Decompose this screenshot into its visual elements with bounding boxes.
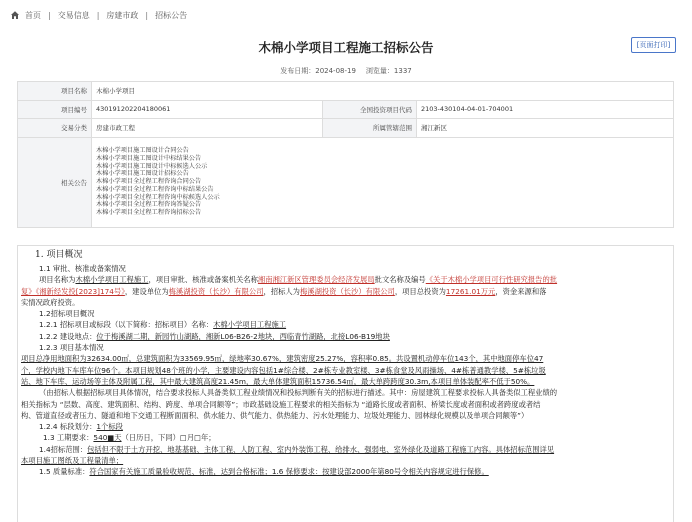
trade-category-value: 房建市政工程 bbox=[92, 119, 323, 138]
section-1-1-heading: 1.1 审批、核准或备案情况 bbox=[39, 264, 126, 273]
requirement-line-3: 构、管道直径或者压力、隧道和地下交通工程断面面积、供水能力、供气能力、供热能力、污水处理能力、垃圾处理能力、园林绿化规模以及单项合同额等”） bbox=[21, 410, 529, 420]
publish-meta bbox=[0, 66, 692, 76]
tender-project-name: 1.2.1 招标项目或标段（以下简称：招标项目）名称：木棉小学项目工程施工 bbox=[39, 320, 287, 330]
published-label: 发布日期： bbox=[280, 67, 316, 75]
project-basic-line-3: 站、地下车库、运动场等主体及附属工程，其中最大建筑高度21.45m，最大单体建筑面积15736.54㎡，最大单跨跨度30.3m,本项目单体装配率不低于50%。 bbox=[21, 376, 535, 386]
jurisdiction-label: 所属管辖范围 bbox=[323, 119, 417, 138]
project-info-table bbox=[17, 81, 674, 228]
related-notice-link[interactable]: 木棉小学项目全过程工程咨询中标候选人公示 bbox=[96, 193, 220, 201]
project-basic-line-2: 个，学校内地下车库车位96个。本项目规划48个班的小学，主要建设内容包括1#综合楼、2#栋专业教室楼、3#栋食堂及风雨操场、4#栋普通教学楼、5#栋垃圾 bbox=[21, 365, 546, 375]
approval-line-3: 实情况政府投资。 bbox=[21, 297, 80, 307]
print-page-button[interactable]: [页面打印] bbox=[631, 37, 676, 53]
project-name-label: 项目名称 bbox=[18, 82, 92, 101]
related-notice-link[interactable]: 木棉小学项目施工图设计中标结果公告 bbox=[96, 154, 202, 162]
breadcrumb-separator: | bbox=[48, 10, 51, 20]
project-name-value: 木棉小学项目 bbox=[92, 82, 674, 101]
construction-location: 1.2.2 建设地点：位于梅溪湖二期，新园竹山湖路，湘新L06-B26-2地块，西临青竹湖路，北接L06-B19地块 bbox=[39, 331, 390, 341]
tender-scope-line-1: 1.4招标范围：包括但不限于土方开挖、地基基础、主体工程、人防工程、室内外装饰工程、给排水、强弱电、室外绿化及道路工程施工内容。具体招标范围详见 bbox=[39, 444, 555, 454]
project-basic-line-1: 项目总净用地面积为32634.00㎡，总建筑面积为33569.95㎡，绿地率30.67%，建筑密度25.27%，容积率0.85。共设置机动停车位143个，其中地面停车位47 bbox=[21, 354, 544, 364]
related-notice-link[interactable]: 木棉小学项目施工图设计合同公告 bbox=[96, 146, 189, 154]
page-title: 木棉小学项目工程施工招标公告 bbox=[258, 40, 434, 55]
requirement-line-1: （由招标人根据招标项目具体情况，结合要求投标人具备类似工程业绩情况和投标判断有关的招标进行描述。其中：房屋建筑工程要求投标人具备类似工程业绩的 bbox=[39, 388, 558, 398]
breadcrumb-home[interactable]: 首页 bbox=[25, 10, 41, 20]
section-1-2-heading: 1.2招标项目概况 bbox=[39, 309, 95, 319]
project-code-value: 430191202204180061 bbox=[92, 100, 323, 119]
lot-division: 1.2.4 标段划分：1个标段 bbox=[39, 422, 123, 432]
related-notice-link[interactable]: 木棉小学项目施工图设计招标公告 bbox=[96, 170, 189, 178]
related-notices-list bbox=[92, 137, 674, 227]
tender-scope-line-2: 本项目施工图纸及工程量清单； bbox=[21, 456, 124, 466]
related-notice-link[interactable]: 木棉小学项目施工图设计中标候选人公示 bbox=[96, 162, 208, 170]
related-notice-link[interactable]: 木棉小学项目全过程工程咨询中标结果公告 bbox=[96, 185, 214, 193]
breadcrumb bbox=[10, 9, 187, 21]
breadcrumb-trade-info[interactable]: 交易信息 bbox=[57, 10, 90, 20]
breadcrumb-separator: | bbox=[145, 10, 149, 20]
views-label: 浏览量： bbox=[365, 67, 394, 75]
approval-line-1: 项目名称为木棉小学项目工程施工，项目审批、核准或备案机关名称湘南湘江新区管理委员会经济发展局批文名称及编号《关于木棉小学项目可行性研究报告的批 bbox=[39, 275, 558, 285]
trade-category-label: 交易分类 bbox=[18, 119, 92, 138]
section-heading: 1. 项目概况 bbox=[35, 250, 83, 260]
breadcrumb-housing[interactable]: 房建市政 bbox=[106, 10, 139, 20]
breadcrumb-tender-notice[interactable]: 招标公告 bbox=[155, 10, 188, 20]
jurisdiction-value: 湘江新区 bbox=[417, 119, 674, 138]
duration-requirement: 1.3 工期要求：540■天（日历日，下同）□月□年； bbox=[43, 433, 216, 443]
project-code-label: 项目编号 bbox=[18, 100, 92, 119]
requirement-line-2: 相关指标为 “层数、高度、建筑面积、结构、跨度、单项合同额等”；市政基础设施工程要求的相关指标为 “道路长度或者面积、桥梁长度或者面积或者跨度或者结 bbox=[21, 399, 541, 409]
national-code-value: 2103-430104-04-01-704001 bbox=[417, 100, 674, 119]
section-1-2-3-heading: 1.2.3 项目基本情况 bbox=[39, 343, 104, 353]
national-code-label: 全国投资项目代码 bbox=[323, 100, 417, 119]
related-notices-label: 相关公告 bbox=[18, 137, 92, 227]
published-date: 2024-08-19 bbox=[315, 67, 356, 75]
related-notice-link[interactable]: 木棉小学项目全过程工程咨询合同公告 bbox=[96, 178, 202, 186]
quality-standard: 1.5 质量标准：符合国家有关施工质量验收规范、标准，达到合格标准；1.6 保修要求：按建设部2000年第80号令相关内容规定进行保修。 bbox=[39, 467, 489, 477]
related-notice-link[interactable]: 木棉小学项目全过程工程咨询答疑公告 bbox=[96, 201, 202, 209]
breadcrumb-separator: | bbox=[96, 10, 100, 20]
approval-line-2: 复》《湘新经发投[2023]174号》，建设单位为梅溪湖投资（长沙）有限公司，招标人为梅溪湖投资（长沙）有限公司，项目总投资为17261.01万元，资金来源和落 bbox=[21, 286, 547, 296]
views-count: 1337 bbox=[393, 67, 412, 75]
related-notice-link[interactable]: 木棉小学项目全过程工程咨询招标公告 bbox=[96, 209, 202, 217]
notice-content bbox=[17, 245, 674, 522]
home-icon[interactable] bbox=[10, 10, 20, 20]
